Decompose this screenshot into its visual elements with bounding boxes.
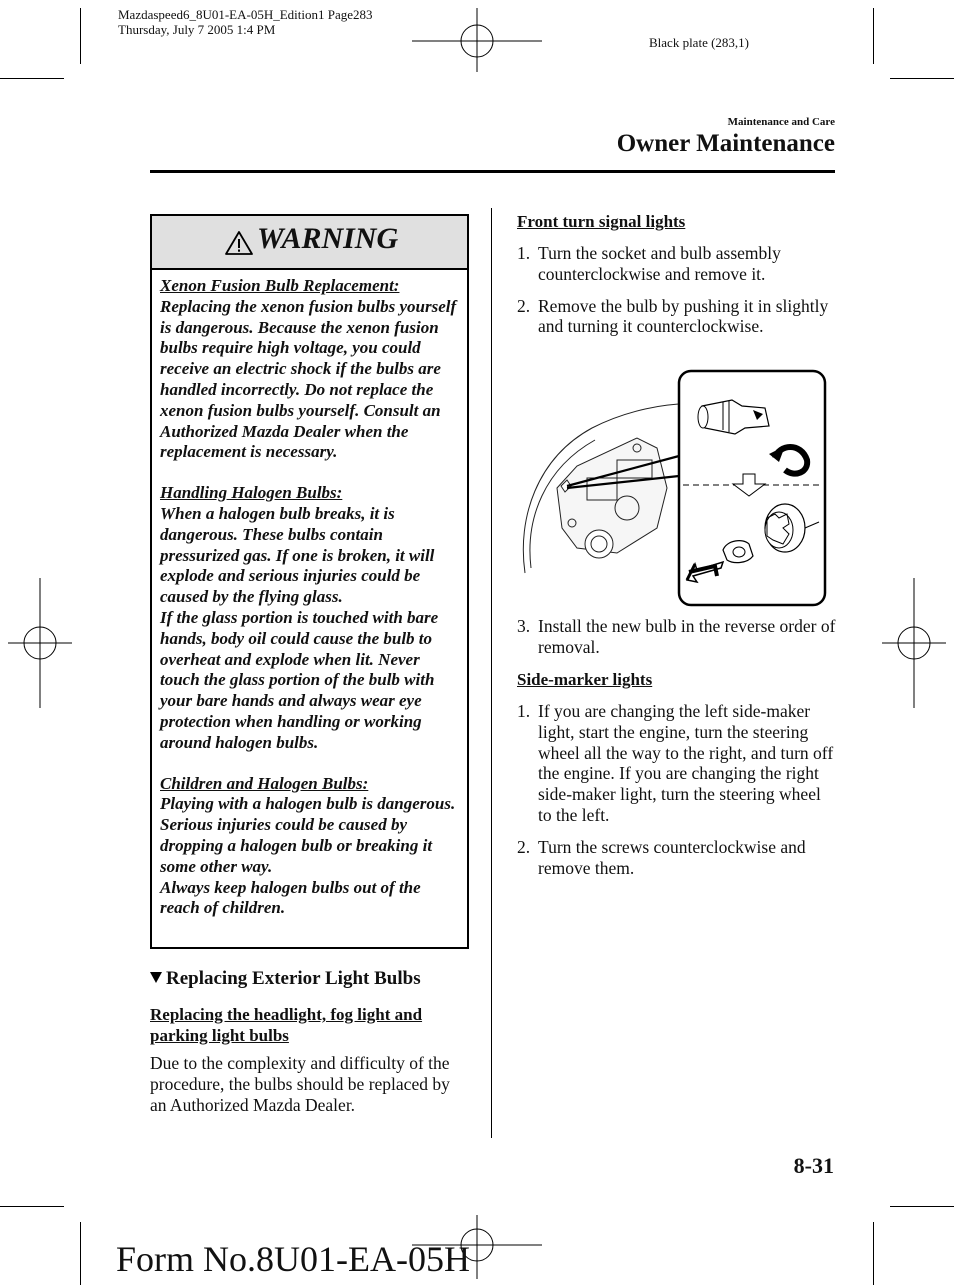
crop-mark [80,8,81,64]
column-divider [491,208,492,1138]
warning-paragraph [160,483,459,753]
warning-text: When a halogen bulb breaks, it is dangerous. These bulbs contain pressurized gas. If one is broken, it will explode and serious injuries could be caused by the flying glass. [160,503,435,607]
crop-mark [890,1206,954,1207]
crop-mark [873,8,874,64]
subsection-heading: Front turn signal lights [517,212,686,231]
triangle-bullet-icon [150,972,162,983]
registration-mark-right-icon [882,578,946,708]
list-item: 2. Remove the bulb by pushing it in slightly and turning it counterclockwise. [517,295,829,337]
warning-text: Replacing the xenon fusion bulbs yourself is dangerous. Because the xenon fusion bulbs require high voltage, you could receive an electric shock if the bulbs are handled incorrectly. Do not replace the xenon fusion bulbs yourself. Consult an Authorized Mazda Dealer when the replacement is necessary. [160,296,457,462]
print-file-name: Mazdaspeed6_8U01-EA-05H_Edition1 Page283 [118,7,373,22]
section-heading-text: Replacing Exterior Light Bulbs [166,968,421,989]
bulb-removal-illustration [517,368,829,608]
warning-body [152,270,467,919]
subsection-heading: Replacing the headlight, fog light and parking light bulbs [150,1005,423,1045]
subsection-heading: Side-marker lights [517,670,653,689]
print-timestamp: Thursday, July 7 2005 1:4 PM [118,22,276,37]
warning-text: Playing with a halogen bulb is dangerous. Serious injuries could be caused by dropping a halogen bulb or breaking it some other way. [160,794,456,876]
step-list [517,616,837,669]
crop-mark [873,1222,874,1285]
warning-subheading: Children and Halogen Bulbs: [160,773,369,793]
warning-paragraph [160,276,459,463]
warning-header [152,216,467,270]
section-heading [150,968,421,990]
list-item: 1. If you are changing the left side-maker light, start the engine, turn the steering wheel all the way to the right, and turn off the engine. If you are changing the right side-maker light, turn the steering wheel to the left. [517,701,834,825]
warning-subheading: Xenon Fusion Bulb Replacement: [160,276,400,295]
crop-mark [890,78,954,79]
form-number: Form No.8U01-EA-05H [116,1239,470,1279]
step-list [517,701,837,889]
plate-label: Black plate (283,1) [649,35,749,50]
warning-box [150,214,469,949]
warning-text: Always keep halogen bulbs out of the reach of children. [160,877,421,918]
print-file-info [118,7,373,37]
registration-mark-top-icon [412,8,542,72]
warning-text: If the glass portion is touched with bare hands, body oil could cause the bulb to overheat and explode when lit. Never touch the glass portion of the bulb with your bare hands and always wear eye protection when handling or working around halogen bulbs. [160,607,439,752]
list-item: 3. Install the new bulb in the reverse order of removal. [517,616,836,657]
crop-mark [0,78,64,79]
step-list [517,243,837,348]
list-item: 1. Turn the socket and bulb assembly counterclockwise and remove it. [517,243,781,284]
section-label: Maintenance and Care [727,116,835,128]
registration-mark-left-icon [8,578,72,708]
warning-triangle-icon [224,230,254,256]
crop-mark [80,1222,81,1285]
list-item: 2. Turn the screws counterclockwise and remove them. [517,836,806,878]
page-title: Owner Maintenance [616,130,835,157]
header-rule [150,170,835,173]
warning-paragraph [160,774,459,920]
body-paragraph: Due to the complexity and difficulty of the procedure, the bulbs should be replaced by an Authorized Mazda Dealer. [150,1053,450,1115]
warning-title: WARNING [257,222,399,255]
warning-subheading: Handling Halogen Bulbs: [160,483,343,503]
page-number: 8-31 [793,1153,834,1178]
crop-mark [0,1206,64,1207]
